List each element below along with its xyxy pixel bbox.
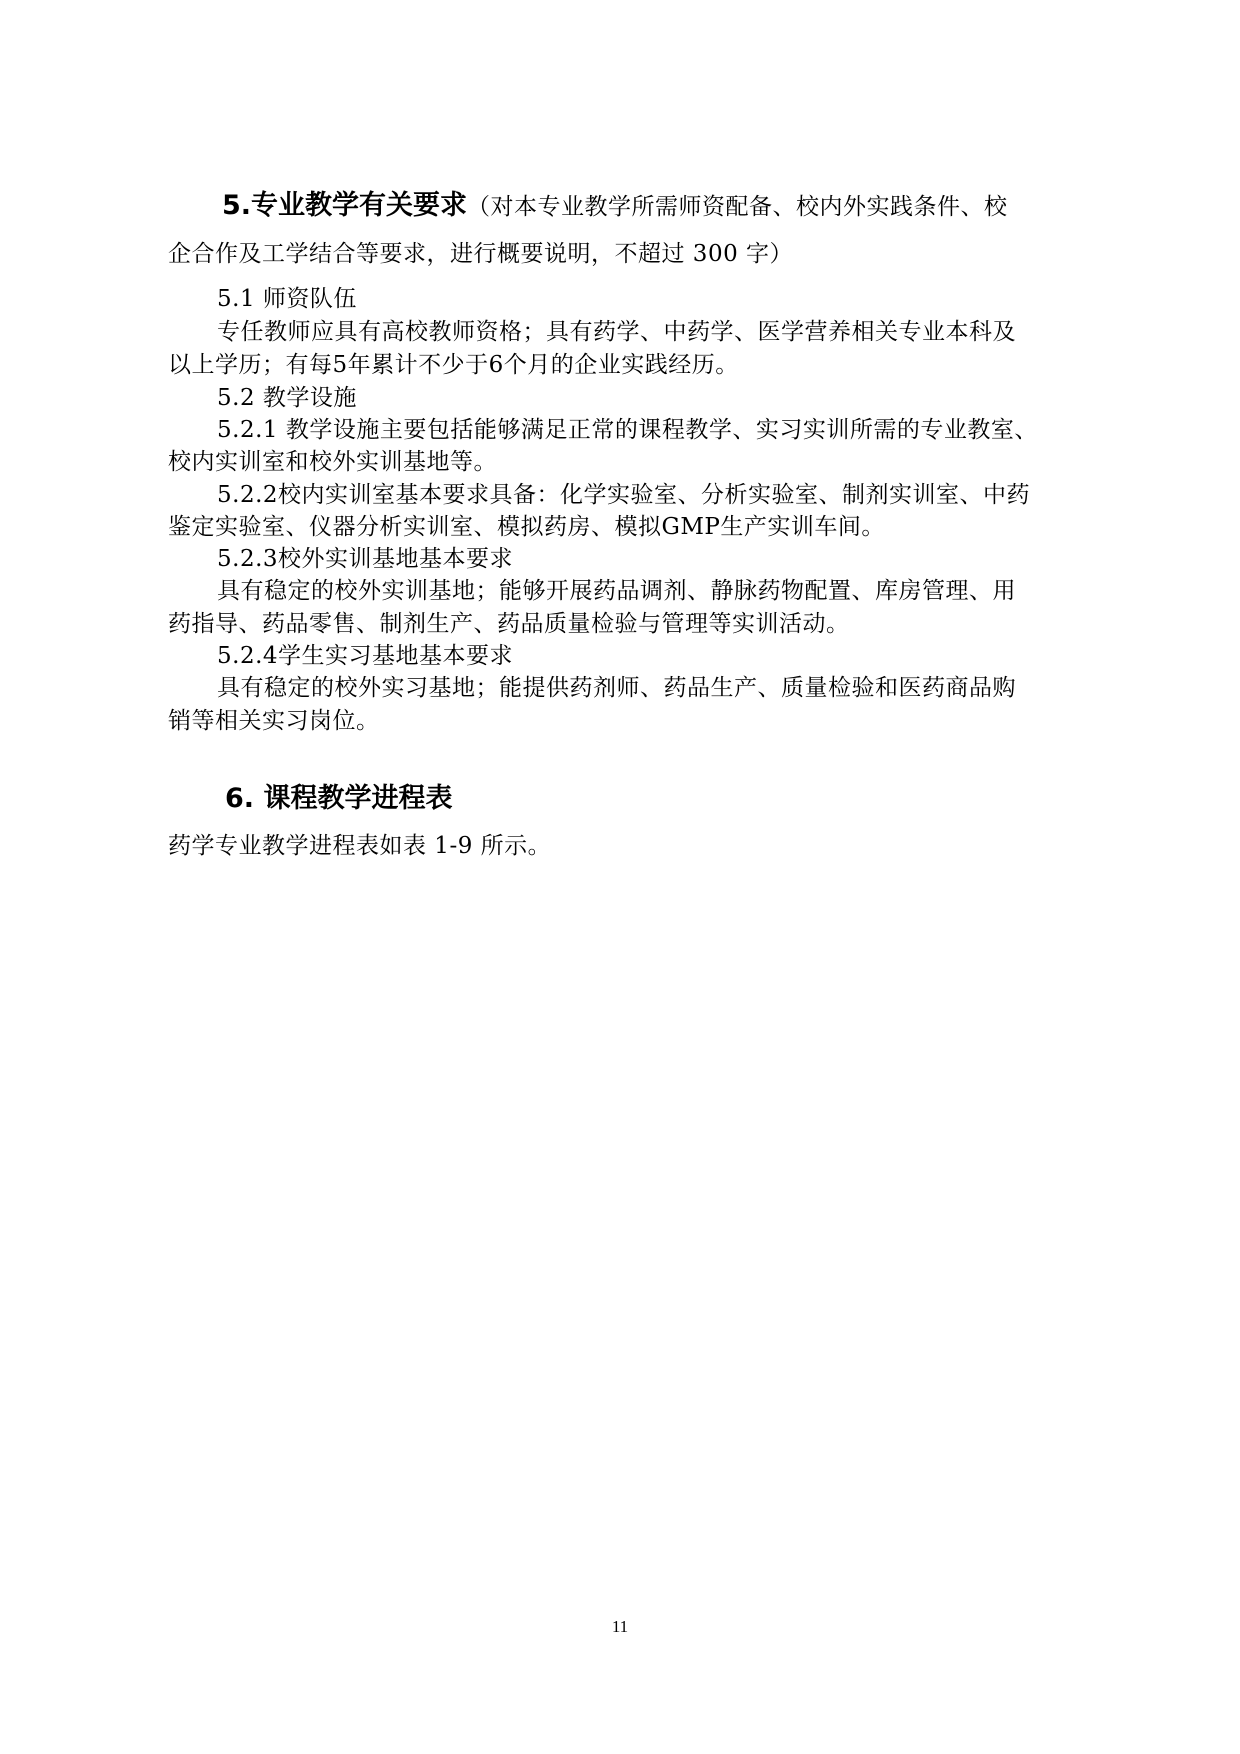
subsection-5-2-3-line1: 具有稳定的校外实训基地；能够开展药品调剂、静脉药物配置、库房管理、用 bbox=[217, 578, 1016, 604]
subsection-5-1-heading: 5.1 师资队伍 bbox=[217, 286, 357, 312]
page-number: 11 bbox=[611, 1617, 629, 1636]
section-5-note-line1: （对本专业教学所需师资配备、校内外实践条件、校 bbox=[467, 194, 1008, 220]
subsection-5-2-3-heading: 5.2.3校外实训基地基本要求 bbox=[217, 546, 514, 572]
subsection-5-2-3-line2: 药指导、药品零售、制剂生产、药品质量检验与管理等实训活动。 bbox=[168, 611, 850, 637]
section-5-heading bbox=[222, 188, 1008, 225]
section-6-heading: 6. 课程教学进程表 bbox=[225, 783, 453, 814]
subsection-5-2-4-line1: 具有稳定的校外实习基地；能提供药剂师、药品生产、质量检验和医药商品购 bbox=[217, 675, 1016, 701]
subsection-5-2-1-line1: 5.2.1 教学设施主要包括能够满足正常的课程教学、实习实训所需的专业教室、 bbox=[217, 417, 1038, 443]
subsection-5-2-1-line2: 校内实训室和校外实训基地等。 bbox=[168, 449, 497, 475]
section-5-note-line2: 企合作及工学结合等要求，进行概要说明，不超过 300 字） bbox=[168, 241, 794, 267]
subsection-5-1-body-line2: 以上学历；有每5年累计不少于6个月的企业实践经历。 bbox=[168, 352, 739, 378]
subsection-5-2-2-line1: 5.2.2校内实训室基本要求具备：化学实验室、分析实验室、制剂实训室、中药 bbox=[217, 482, 1031, 508]
section-6-body: 药学专业教学进程表如表 1-9 所示。 bbox=[168, 833, 552, 859]
subsection-5-2-4-line2: 销等相关实习岗位。 bbox=[168, 708, 380, 734]
subsection-5-2-2-line2: 鉴定实验室、仪器分析实训室、模拟药房、模拟GMP生产实训车间。 bbox=[168, 514, 885, 540]
section-5-title: 5.专业教学有关要求 bbox=[222, 190, 468, 221]
subsection-5-2-4-heading: 5.2.4学生实习基地基本要求 bbox=[217, 643, 514, 669]
subsection-5-1-body-line1: 专任教师应具有高校教师资格；具有药学、中药学、医学营养相关专业本科及 bbox=[217, 319, 1016, 345]
subsection-5-2-heading: 5.2 教学设施 bbox=[217, 385, 357, 411]
